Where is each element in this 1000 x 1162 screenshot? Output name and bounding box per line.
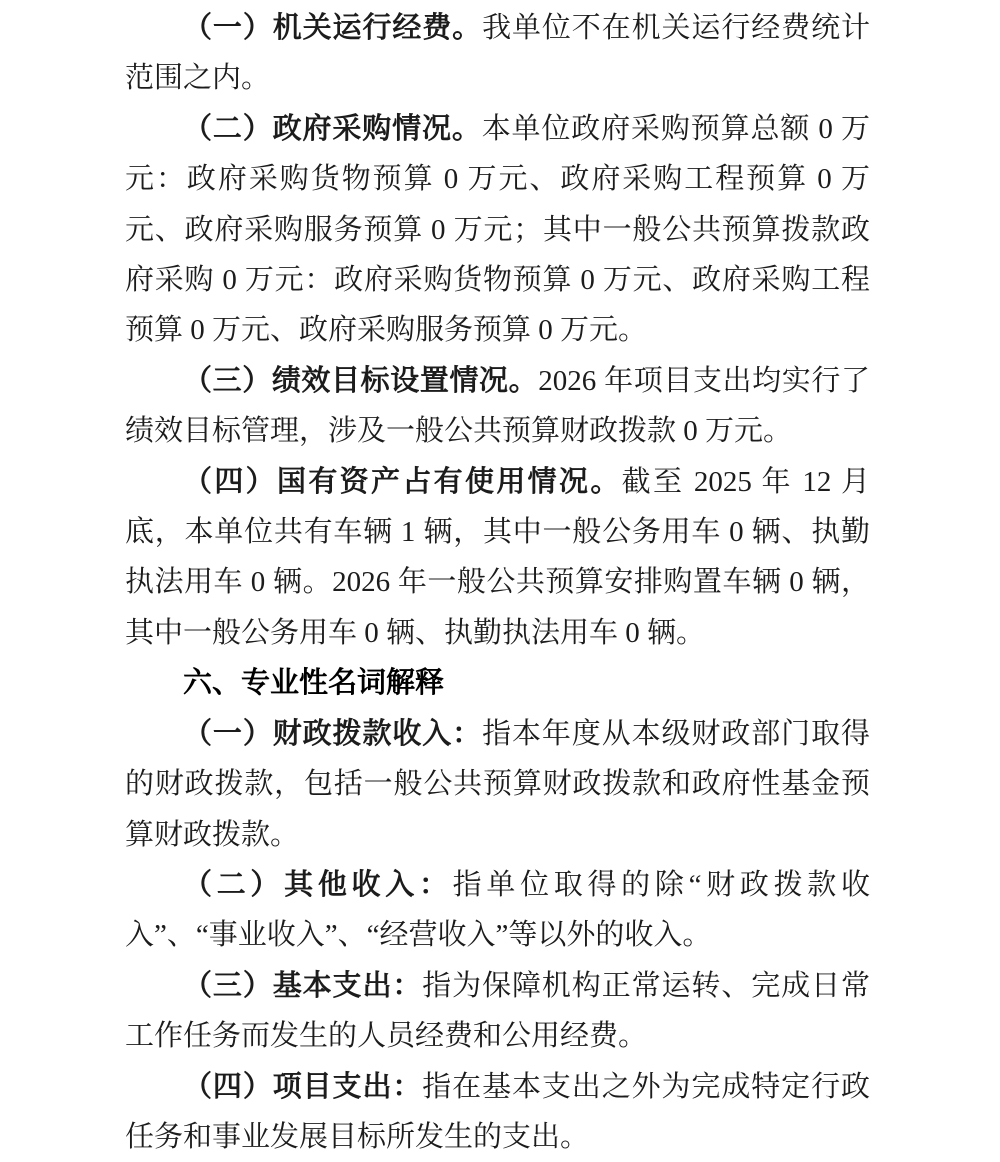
- paragraph: [125, 356, 870, 457]
- paragraph-text: 本单位政府采购预算总额 0 万元：政府采购货物预算 0 万元、政府采购工程预算 0 万元、政府采购服务预算 0 万元；其中一般公共预算拨款政府采购 0 万元：政府采购货物预算 0 万元、政府采购工程预算 0 万元、政府采购服务预算 0 万元。: [125, 112, 870, 347]
- paragraph-text: 指本年度从本级财政部门取得的财政拨款，包括一般公共预算财政拨款和政府性基金预算财政拨款。: [125, 717, 870, 851]
- paragraph: [125, 3, 870, 104]
- paragraph: [125, 1062, 870, 1162]
- paragraph: [125, 860, 870, 961]
- document-body: [125, 3, 870, 1162]
- paragraph-lead: （二）政府采购情况。: [183, 112, 482, 145]
- paragraph-lead: （四）国有资产占有使用情况。: [183, 465, 622, 498]
- paragraph-lead: （四）项目支出：: [183, 1070, 423, 1103]
- paragraph-lead: （三）基本支出：: [183, 969, 423, 1002]
- paragraph-lead: （一）财政拨款收入：: [183, 717, 483, 750]
- paragraph-text: 2026 年项目支出均实行了绩效目标管理，涉及一般公共预算财政拨款 0 万元。: [125, 364, 870, 448]
- paragraph: [125, 961, 870, 1062]
- paragraph-text: 指为保障机构正常运转、完成日常工作任务而发生的人员经费和公用经费。: [125, 969, 870, 1053]
- paragraph-lead: （一）机关运行经费。: [183, 12, 483, 44]
- paragraph-lead: （三）绩效目标设置情况。: [183, 364, 539, 397]
- paragraph: [125, 709, 870, 860]
- paragraph-text: 截至 2025 年 12 月底，本单位共有车辆 1 辆，其中一般公务用车 0 辆、执勤执法用车 0 辆。2026 年一般公共预算安排购置车辆 0 辆，其中一般公务用车 0 辆、执勤执法用车 0 辆。: [125, 465, 870, 649]
- paragraph-text: 指单位取得的除“财政拨款收入”、“事业收入”、“经营收入”等以外的收入。: [125, 868, 870, 952]
- paragraph-lead: （二）其他收入：: [183, 868, 453, 901]
- paragraph: [125, 104, 870, 356]
- paragraph-text: 我单位不在机关运行经费统计范围之内。: [125, 12, 870, 95]
- section-heading: 六、专业性名词解释: [183, 667, 445, 700]
- paragraph-text: 指在基本支出之外为完成特定行政任务和事业发展目标所发生的支出。: [125, 1070, 870, 1153]
- paragraph: [125, 457, 870, 659]
